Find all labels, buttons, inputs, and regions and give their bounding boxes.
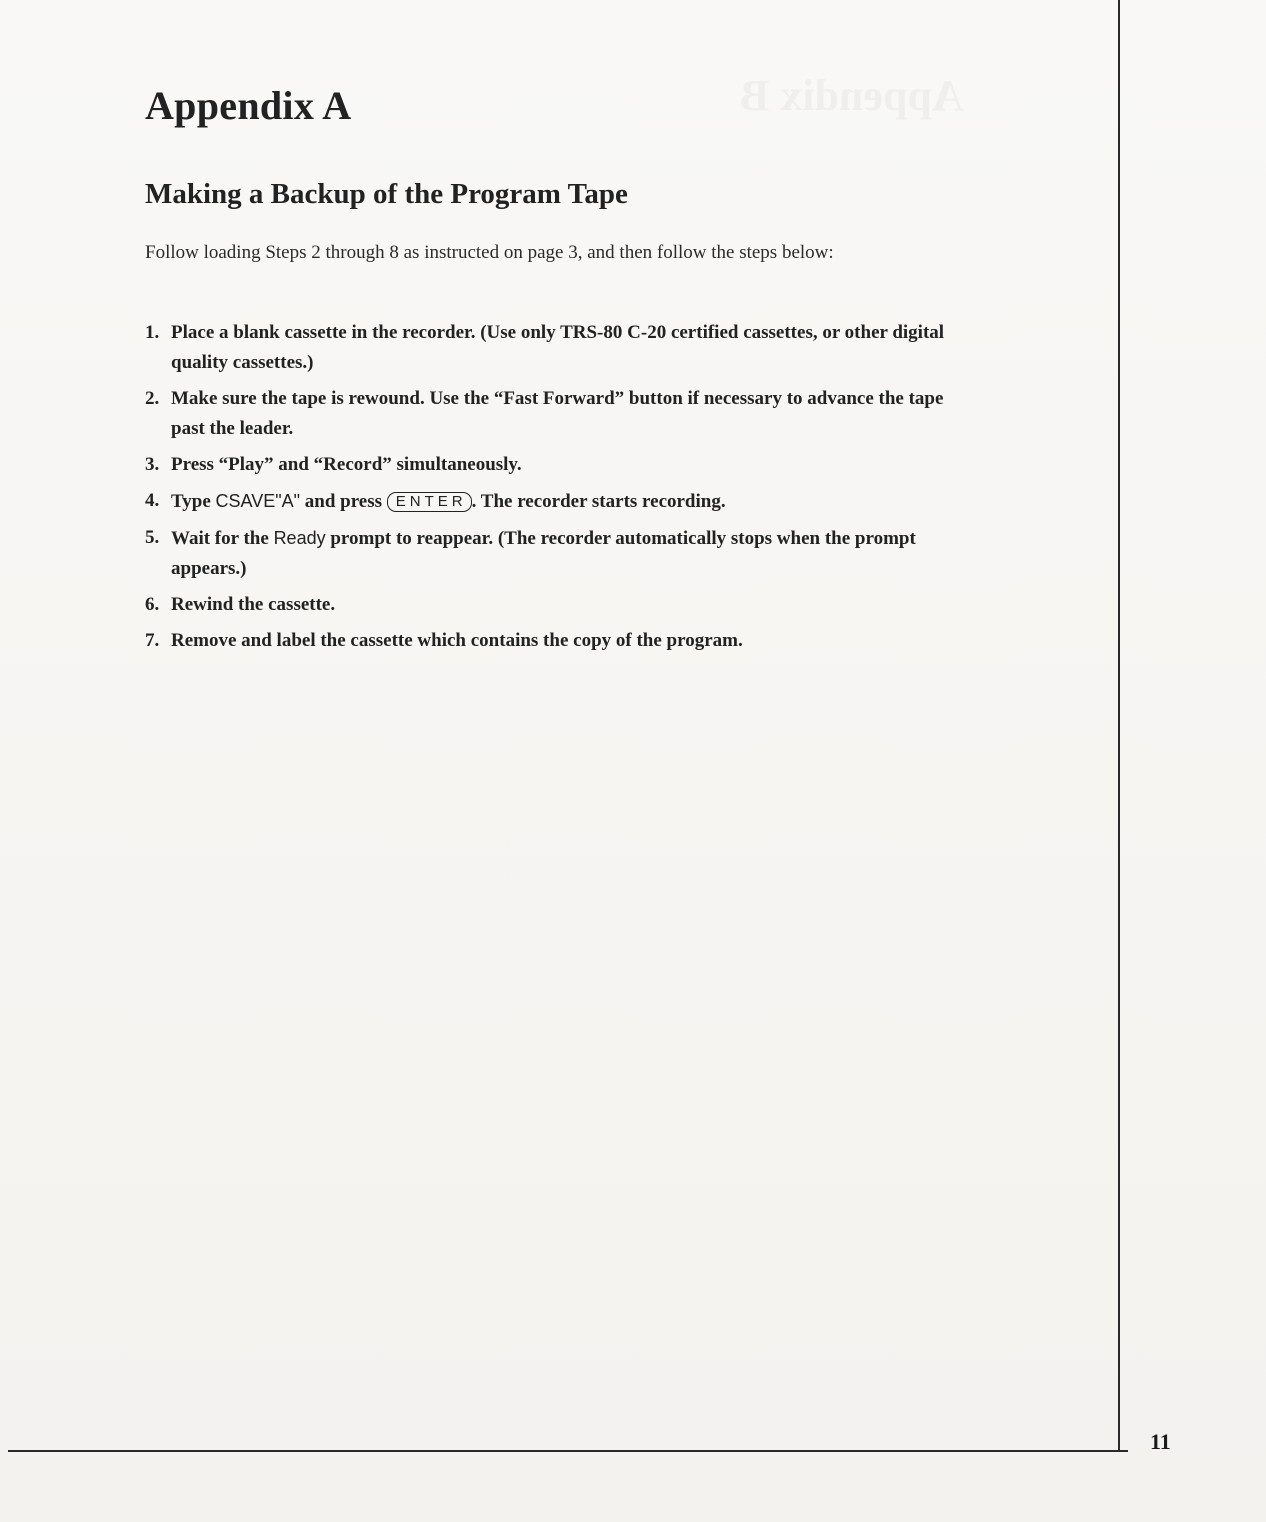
command-text: CSAVE"A" — [215, 491, 300, 511]
bottom-margin-rule — [8, 1450, 1128, 1452]
step-number: 5. — [145, 527, 160, 548]
section-title: Making a Backup of the Program Tape — [145, 178, 628, 210]
appendix-title: Appendix A — [145, 83, 352, 128]
step-5 — [145, 523, 945, 584]
step-text: Make sure the tape is rewound. Use the “Fast Forward” button if necessary to advance the tape past the leader. — [171, 388, 944, 439]
step-text-middle: and press — [300, 491, 387, 512]
step-number: 4. — [145, 490, 160, 511]
step-text: Press “Play” and “Record” simultaneously. — [171, 454, 522, 475]
step-text: Remove and label the cassette which contains the copy of the program. — [171, 630, 743, 651]
step-4 — [145, 486, 945, 517]
steps-list — [145, 318, 945, 662]
step-3 — [145, 450, 945, 480]
step-6 — [145, 590, 945, 620]
enter-key-icon: ENTER — [387, 492, 472, 512]
step-text: Rewind the cassette. — [171, 594, 336, 615]
intro-paragraph: Follow loading Steps 2 through 8 as instructed on page 3, and then follow the steps below: — [145, 242, 834, 263]
step-text-before: Wait for the — [171, 528, 274, 549]
step-number: 2. — [145, 388, 160, 409]
prompt-text: Ready — [273, 528, 326, 548]
step-text-after: . The recorder starts recording. — [471, 491, 726, 512]
bleed-through-text — [740, 70, 964, 121]
step-number: 6. — [145, 594, 160, 615]
page-number: 11 — [1150, 1429, 1171, 1454]
step-text-after: prompt to reappear. (The recorder automatically stops when the prompt appears.) — [171, 528, 916, 579]
step-2 — [145, 384, 945, 444]
step-number: 3. — [145, 454, 160, 475]
step-number: 7. — [145, 630, 160, 651]
step-number: 1. — [145, 322, 160, 343]
step-1 — [145, 318, 945, 378]
step-7 — [145, 626, 945, 656]
step-text: Place a blank cassette in the recorder. (Use only TRS-80 C-20 certified cassettes, or other digital quality cassettes.) — [171, 322, 945, 373]
right-margin-rule — [1118, 0, 1120, 1452]
step-text-before: Type — [171, 491, 216, 512]
